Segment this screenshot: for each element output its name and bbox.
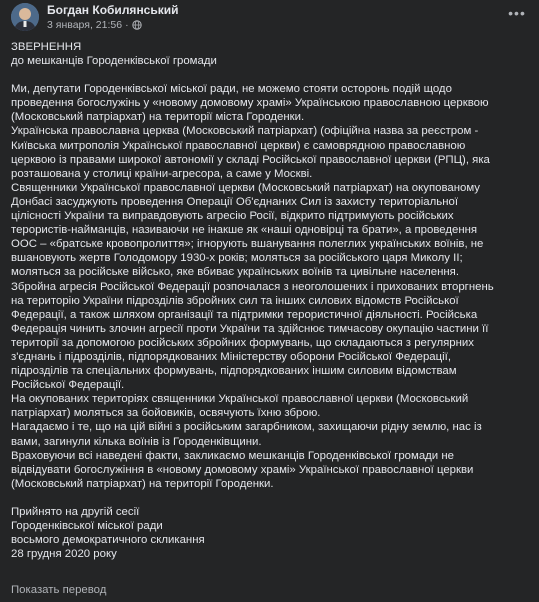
post-text-line: терористів-найманців, називаючи не інакше як «наші одновірці та брати», а проведення [11,224,478,237]
post-text-line: вшановують жертв Голодомору 1930-х років; моляться за російського царя Миколу ІІ; [11,252,463,265]
post-title: ЗВЕРНЕННЯ [11,41,82,53]
meta-separator: · [125,19,129,31]
post-text-line: Нагадаємо і те, що на цій війні з російським загарбником, захищаючи рідну землю, нас із [11,421,482,434]
post-text-line: Донбасі засуджують проведення Операції Об'єднаних Сил із захисту територіальної [11,195,458,208]
post-text-line: Київська митрополія Української православної церкви) є самоврядною православною [11,139,466,152]
author-name[interactable]: Богдан Кобилянський [47,3,179,17]
post-text-line: патріархат) моляться за бойовиків, освячують їхню зброю. [11,407,321,420]
post-header [0,0,539,34]
signature-line: Прийнято на другій сесії [11,505,140,518]
post-text-line: відвідувати богослужіння в «новому домовому храмі» Української православної церкви [11,463,474,476]
post-text-line: церквою із правами широкої автономії у складі Російської православної церкви (РПЦ), яка [11,153,490,166]
post-text-line: з'єднань і підрозділів, підпорядкованих Міністерству оборони Російської Федерації, [11,350,452,363]
post-text-line: проведення богослужінь у «новому домовому храмі» Українською православною церквою [11,97,489,110]
post-text-line: цілісності України та виправдовують агресію Росії, відкрито підтримують російських [11,210,454,223]
show-translation-link[interactable]: Показать перевод [11,584,107,596]
post-text [11,40,531,561]
post-timestamp[interactable]: 3 января, 21:56 [47,19,123,31]
post-signature [11,505,531,561]
signature-line: 28 грудня 2020 року [11,548,117,561]
post-body [11,82,531,491]
post-text-line: Українська православна церква (Московський патріархат) (офіційна назва за реєстром - [11,125,479,138]
signature-line: восьмого демократичного скликання [11,534,205,547]
signature-line: Городенківської міської ради [11,520,163,532]
post-meta [47,19,142,31]
post-subtitle: до мешканців Городенківської громади [11,55,217,68]
post-text-line: Ми, депутати Городенківської міської ради, не можемо стояти осторонь подій щодо [11,83,452,96]
globe-icon [132,20,142,30]
post-text-line: розташована у столиці країни-агресора, а саме у Москві. [11,167,313,180]
post-text-line: Федерації, а також шляхом організації та підтримки терористичної діяльності. Російська [11,308,478,321]
post-text-line: Збройна агресія Російської Федерації розпочалася з неоголошених і прихованих вторгнень [11,280,494,293]
post-text-line: підрозділів та спеціальних формувань, підпорядкованих іншим силовим відомствам [11,365,457,378]
post-text-line: території за допомогою російських збройних формувань, що складаються з регулярних [11,336,474,349]
paragraph-gap [11,68,531,82]
post-text-line: (Московський патріархат) на території Городенки. [11,477,274,490]
post-text-line: вами, загинули кілька воїнів із Городенківщини. [11,435,262,448]
post-text-line: На окупованих територіях священники Української православної церкви (Московський [11,393,469,406]
post-text-line: Священники Української православної церкви (Московський патріархат) на окупованому [11,181,480,194]
paragraph-gap [11,491,531,505]
post-text-line: (Московський патріархат) на території міста Городенки. [11,111,305,124]
author-avatar[interactable] [11,3,39,31]
post-text-line: на територію України підрозділів збройних сил та інших силових відомств Російської [11,294,459,307]
post-text-line: ООС – «братське кровопролиття»; ігнорують вшанування полеглих українських воїнів, не [11,238,484,251]
post-text-line: моляться за російське військо, яке вбиває українських воїнів та цивільне населення. [11,266,460,279]
more-options-icon[interactable]: ••• [508,5,526,21]
post-text-line: Враховуючи всі наведені факти, закликаємо мешканців Городенківської громади не [11,449,454,462]
post-text-line: Федерація чинить злочин агресії проти України та здійснює тимчасову окупацію частини її [11,322,489,335]
post-text-line: Російської Федерації. [11,379,125,392]
